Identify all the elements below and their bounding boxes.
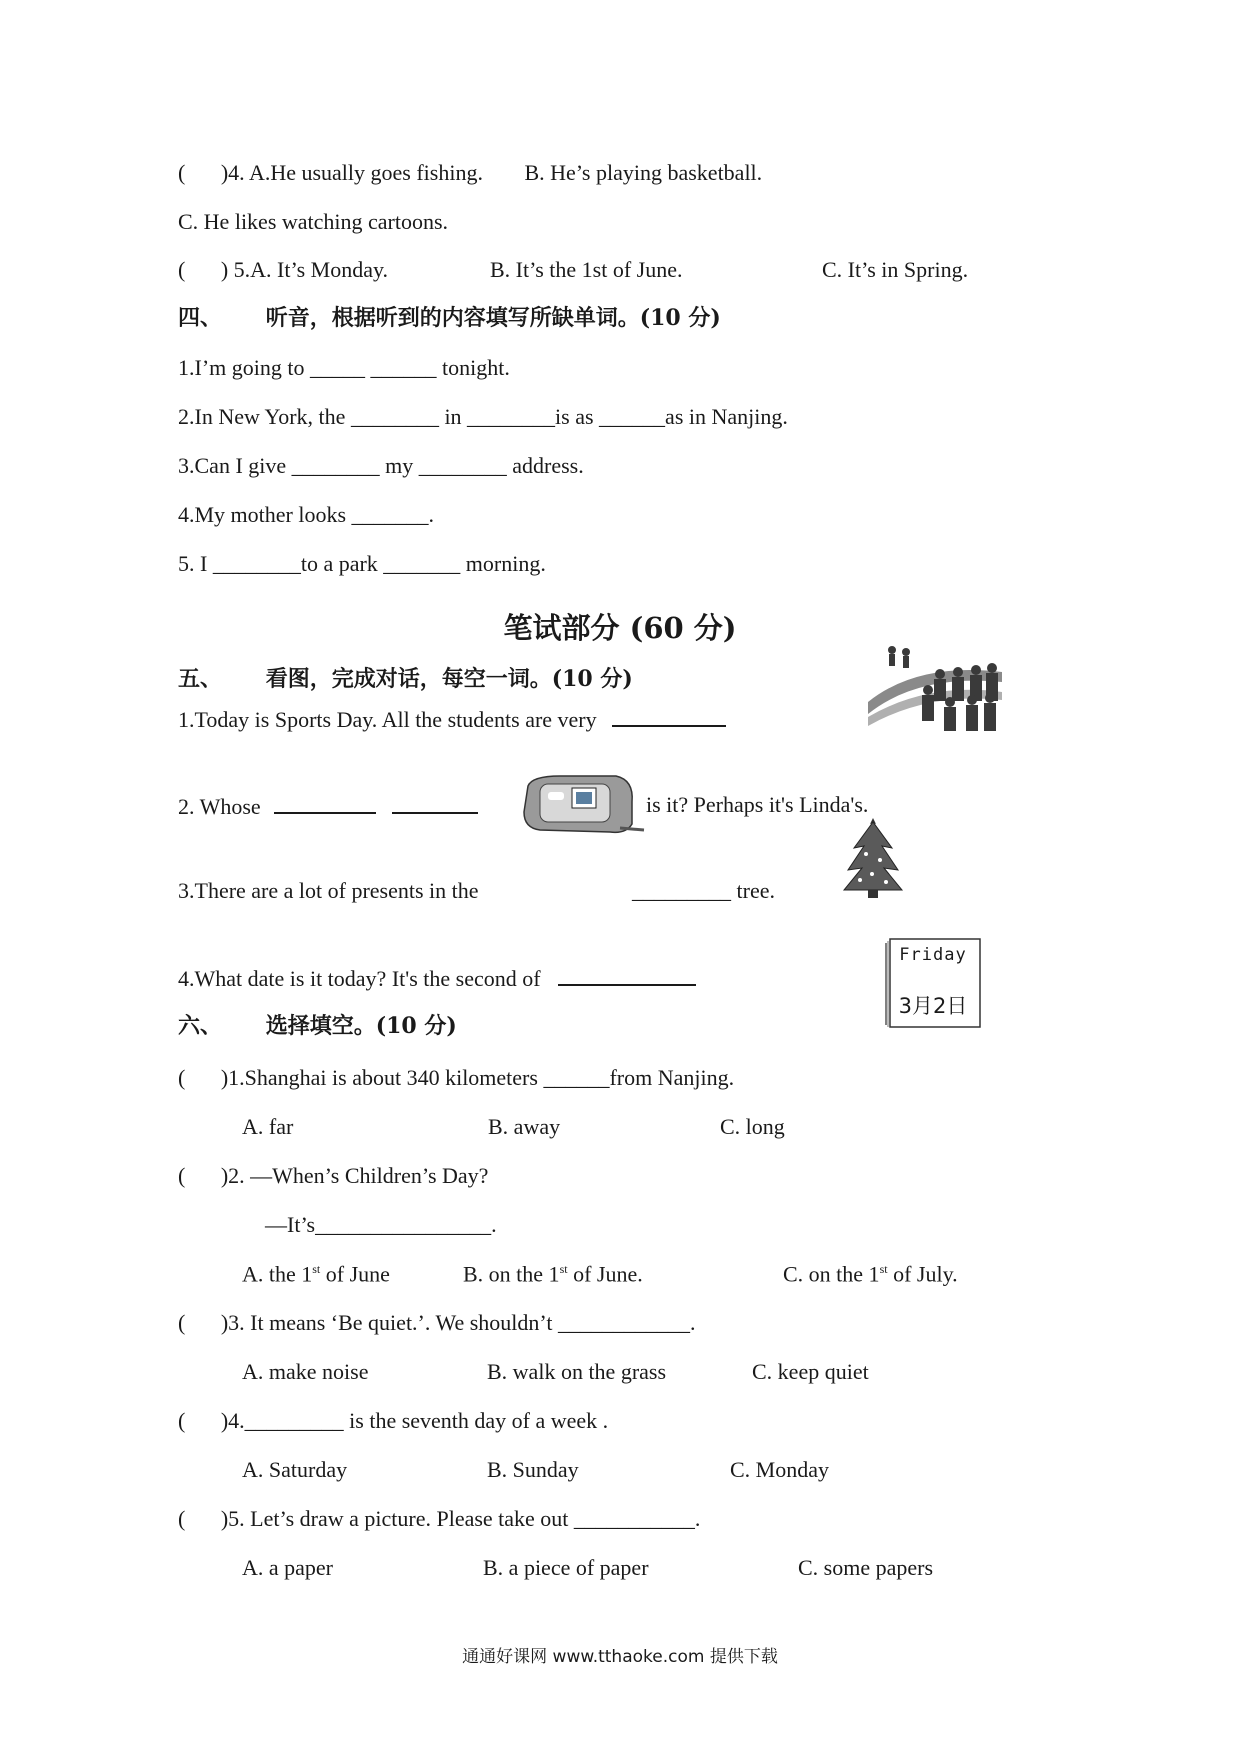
answer-paren: ( <box>178 1310 186 1335</box>
option-b: B. He’s playing basketball. <box>524 160 763 185</box>
listening-q5-option-c: C. It’s in Spring. <box>822 257 969 282</box>
calendar-picture <box>884 937 982 1029</box>
listening-q4-option-c: C. He likes watching cartoons. <box>178 209 449 234</box>
choice-q2-option-b <box>463 1263 643 1285</box>
ordinal-suffix: st <box>879 1262 888 1276</box>
listening-q5 <box>178 259 388 281</box>
section-number: 四、 <box>178 305 223 331</box>
choice-q5-option-c: C. some papers <box>798 1555 934 1580</box>
answer-paren: ( <box>178 160 186 185</box>
fill-item-5: 5. I ________to a park _______ morning. <box>178 551 546 576</box>
ordinal-suffix: st <box>312 1262 321 1276</box>
fill-item-2: 2.In New York, the ________ in ________is as ______as in Nanjing. <box>178 404 788 429</box>
calendar-day: Friday <box>899 945 967 965</box>
picture-q2 <box>178 794 478 818</box>
answer-paren: ( <box>178 1065 186 1090</box>
choice-q4 <box>178 1410 608 1432</box>
sports-day-picture <box>868 642 1002 734</box>
question-text: 2. Whose <box>178 794 261 819</box>
christmas-tree-picture <box>842 814 904 900</box>
section-instruction: 看图，完成对话，每空一词。(10 分) <box>265 666 633 692</box>
choice-q3-option-a: A. make noise <box>242 1359 369 1384</box>
choice-q5 <box>178 1508 700 1530</box>
option-text: of June. <box>567 1261 643 1287</box>
choice-q5-option-b: B. a piece of paper <box>483 1555 649 1580</box>
picture-q3-ending: _________ tree. <box>632 878 775 903</box>
fill-item-4: 4.My mother looks _______. <box>178 502 435 527</box>
choice-q5-option-a: A. a paper <box>242 1555 334 1580</box>
picture-q3 <box>178 880 479 902</box>
picture-q4 <box>178 966 696 990</box>
ordinal-suffix: st <box>559 1262 568 1276</box>
question-stem: )1.Shanghai is about 340 kilometers ______from Nanjing. <box>220 1065 735 1090</box>
calendar-date: 3月2日 <box>898 994 968 1018</box>
listening-q5-option-b: B. It’s the 1st of June. <box>490 257 683 282</box>
choice-q1 <box>178 1067 734 1089</box>
section-instruction: 听音，根据听到的内容填写所缺单词。(10 分) <box>265 305 721 331</box>
section-number: 五、 <box>178 666 223 692</box>
choice-q1-option-c: C. long <box>720 1114 785 1139</box>
picture-q2-ending: is it? Perhaps it's Linda's. <box>646 792 869 817</box>
option-text: of June <box>320 1261 390 1287</box>
answer-blank <box>612 707 726 727</box>
fill-item-1: 1.I’m going to _____ ______ tonight. <box>178 355 510 380</box>
written-part-title: 笔试部分 (60 分) <box>503 611 737 645</box>
choice-q2-answer-line: —It’s________________. <box>265 1212 497 1237</box>
choice-q1-option-a: A. far <box>242 1114 294 1139</box>
listening-q4 <box>178 162 762 184</box>
fill-item-3: 3.Can I give ________ my ________ address. <box>178 453 584 478</box>
question-stem: ) 5.A. It’s Monday. <box>220 257 389 282</box>
choice-q2-option-c <box>783 1263 958 1285</box>
choice-q1-option-b: B. away <box>488 1114 561 1139</box>
answer-paren: ( <box>178 257 186 282</box>
answer-blank <box>558 966 696 986</box>
question-text: 4.What date is it today? It's the second of <box>178 966 541 991</box>
answer-blank <box>274 794 376 814</box>
answer-paren: ( <box>178 1163 186 1188</box>
option-text: of July. <box>887 1261 958 1287</box>
section-5-heading <box>178 668 633 690</box>
option-text: A. the 1 <box>242 1261 313 1287</box>
choice-q4-option-b: B. Sunday <box>487 1457 579 1482</box>
question-stem: )2. —When’s Children’s Day? <box>220 1163 489 1188</box>
option-text: B. on the 1 <box>463 1261 560 1287</box>
choice-q4-option-a: A. Saturday <box>242 1457 348 1482</box>
option-text: C. on the 1 <box>783 1261 880 1287</box>
section-6-heading <box>178 1015 457 1037</box>
question-text: 1.Today is Sports Day. All the students are very <box>178 707 597 732</box>
section-4-heading <box>178 307 721 329</box>
section-instruction: 选择填空。(10 分) <box>265 1013 457 1039</box>
mobile-phone-picture <box>520 772 646 838</box>
picture-q1 <box>178 707 726 731</box>
answer-paren: ( <box>178 1408 186 1433</box>
question-stem: )3. It means ‘Be quiet.’. We shouldn’t ____________. <box>220 1310 696 1335</box>
answer-blank <box>392 794 478 814</box>
question-stem: )4. A.He usually goes fishing. <box>220 160 483 185</box>
choice-q3-option-b: B. walk on the grass <box>487 1359 667 1384</box>
question-text: 3.There are a lot of presents in the <box>178 878 479 903</box>
answer-paren: ( <box>178 1506 186 1531</box>
choice-q3 <box>178 1312 695 1334</box>
choice-q2-option-a <box>242 1263 390 1285</box>
question-stem: )5. Let’s draw a picture. Please take out ___________. <box>220 1506 701 1531</box>
section-number: 六、 <box>178 1013 223 1039</box>
choice-q3-option-c: C. keep quiet <box>752 1359 869 1384</box>
choice-q4-option-c: C. Monday <box>730 1457 829 1482</box>
page-footer: 通通好课网 www.tthaoke.com 提供下载 <box>462 1647 778 1667</box>
choice-q2 <box>178 1165 488 1187</box>
question-stem: )4._________ is the seventh day of a week . <box>220 1408 609 1433</box>
